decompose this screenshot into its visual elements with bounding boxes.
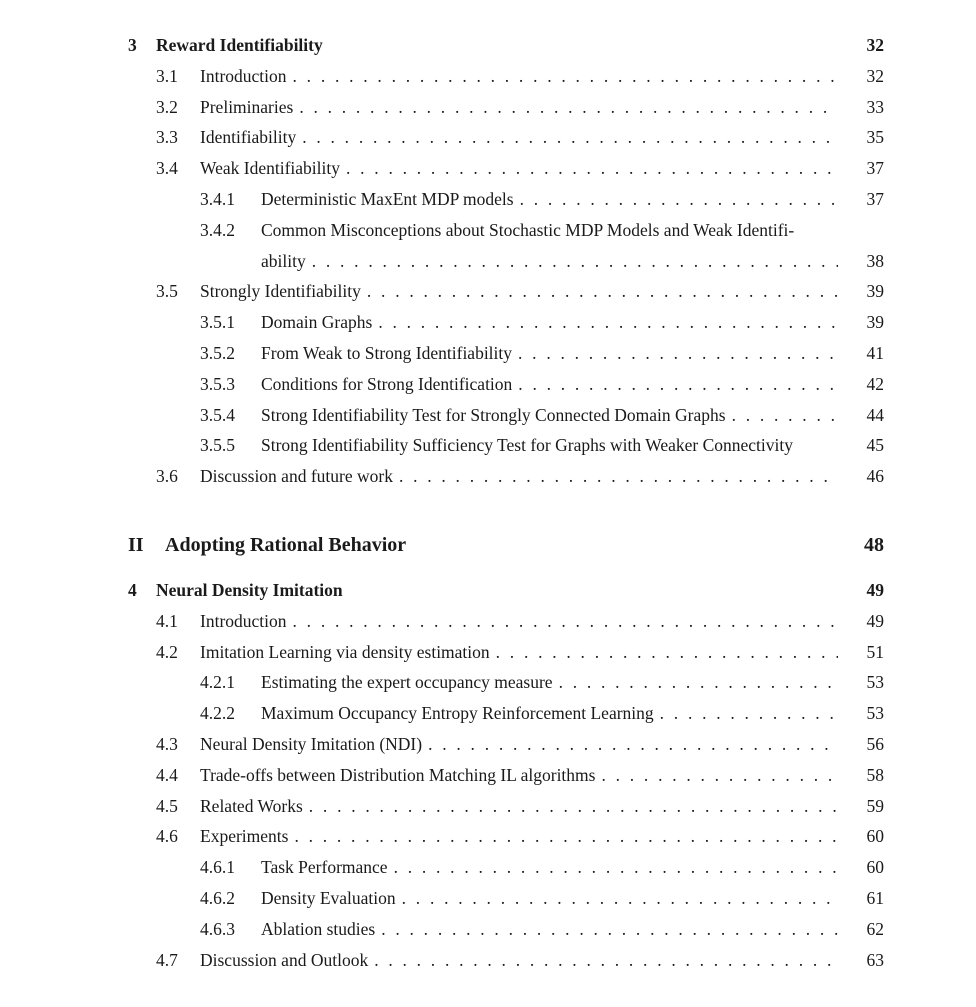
toc-entry-sub[interactable] (128, 369, 884, 400)
toc-entry-cont[interactable] (128, 246, 884, 277)
toc-entry-page: 39 (866, 281, 884, 302)
dot-leader (372, 307, 838, 338)
toc-entry-number: 3.4 (156, 158, 178, 179)
toc-entry-page: 44 (866, 404, 884, 425)
toc-entry-number: 3.1 (156, 65, 178, 86)
toc-entry-section[interactable] (128, 945, 884, 976)
toc-entry-number: 3.5.2 (200, 342, 235, 363)
toc-entry-number: 3.5.3 (200, 373, 235, 394)
toc-entry-chapter[interactable] (128, 30, 884, 61)
toc-entry-title: Task Performance (261, 857, 388, 878)
toc-entry-title: Imitation Learning via density estimation (200, 641, 490, 662)
dot-leader (287, 606, 838, 637)
toc-entry-page: 61 (866, 887, 884, 908)
toc-entry-title: Introduction (200, 65, 287, 86)
dot-leader (303, 791, 838, 822)
toc-entry-title: Adopting Rational Behavior (165, 533, 407, 556)
toc-entry-sub[interactable] (128, 883, 884, 914)
toc-entry-title: Identifiability (200, 127, 297, 148)
toc-entry-section[interactable] (128, 606, 884, 637)
toc-entry-sub[interactable] (128, 852, 884, 883)
toc-entry-sub[interactable] (128, 184, 884, 215)
toc-entry-page: 38 (866, 250, 884, 271)
toc-entry-number: 4.2.1 (200, 672, 235, 693)
table-of-contents (128, 30, 884, 975)
toc-entry-number: 3.4.1 (200, 188, 235, 209)
toc-entry-number: 4.6 (156, 826, 178, 847)
dot-leader (340, 153, 838, 184)
toc-entry-part[interactable] (128, 525, 884, 565)
dot-leader (512, 338, 838, 369)
toc-entry-number: 3.2 (156, 96, 178, 117)
toc-entry-title: Discussion and future work (200, 466, 393, 487)
dot-leader (296, 122, 838, 153)
toc-entry-number: 4.2 (156, 641, 178, 662)
toc-entry-section[interactable] (128, 821, 884, 852)
toc-entry-section[interactable] (128, 461, 884, 492)
toc-entry-page: 59 (866, 795, 884, 816)
toc-entry-page: 46 (866, 466, 884, 487)
dot-leader (396, 883, 838, 914)
dot-leader (288, 821, 838, 852)
toc-entry-sub[interactable] (128, 400, 884, 431)
toc-entry-number: 4.6.3 (200, 918, 235, 939)
toc-entry-title: Reward Identifiability (156, 35, 323, 55)
dot-leader (368, 945, 838, 976)
toc-entry-number: 3 (128, 35, 137, 55)
toc-entry-title: Introduction (200, 610, 287, 631)
toc-entry-number: 4.1 (156, 610, 178, 631)
toc-entry-title: Weak Identifiability (200, 158, 340, 179)
toc-entry-page: 45 (866, 435, 884, 456)
toc-entry-page: 35 (866, 127, 884, 148)
toc-entry-page: 32 (866, 65, 884, 86)
toc-entry-title: Strongly Identifiability (200, 281, 361, 302)
toc-entry-page: 62 (866, 918, 884, 939)
toc-entry-number: 4.6.2 (200, 887, 235, 908)
dot-leader (361, 276, 838, 307)
toc-entry-page: 42 (866, 373, 884, 394)
toc-entry-chapter[interactable] (128, 575, 884, 606)
toc-entry-title: Strong Identifiability Sufficiency Test for Graphs with Weaker Connectivity (261, 435, 793, 456)
toc-entry-sub[interactable] (128, 307, 884, 338)
dot-leader (388, 852, 838, 883)
toc-entry-number: 3.5.4 (200, 404, 235, 425)
toc-entry-section[interactable] (128, 791, 884, 822)
toc-entry-section[interactable] (128, 61, 884, 92)
toc-entry-section[interactable] (128, 122, 884, 153)
toc-entry-title: Common Misconceptions about Stochastic MDP Models and Weak Identifi- (261, 219, 795, 240)
toc-entry-number: 4.4 (156, 764, 178, 785)
toc-entry-number: 3.5 (156, 281, 178, 302)
toc-entry-number: 4.6.1 (200, 857, 235, 878)
dot-leader (726, 400, 838, 431)
toc-entry-title: Trade-offs between Distribution Matching IL algorithms (200, 764, 596, 785)
toc-entry-page: 41 (866, 342, 884, 363)
dot-leader (553, 667, 838, 698)
toc-entry-sub[interactable] (128, 338, 884, 369)
toc-entry-title: Domain Graphs (261, 312, 373, 333)
toc-entry-title: Neural Density Imitation (NDI) (200, 733, 423, 754)
toc-entry-page: 53 (866, 672, 884, 693)
dot-leader (375, 914, 838, 945)
toc-entry-title: From Weak to Strong Identifiability (261, 342, 513, 363)
toc-entry-page: 48 (864, 533, 884, 556)
toc-entry-number: 4.5 (156, 795, 178, 816)
dot-leader (393, 461, 838, 492)
toc-entry-sub[interactable] (128, 698, 884, 729)
dot-leader (512, 369, 838, 400)
toc-entry-title: Experiments (200, 826, 289, 847)
toc-entry-title: Conditions for Strong Identification (261, 373, 513, 394)
toc-entry-sub[interactable] (128, 430, 884, 461)
toc-entry-title: Estimating the expert occupancy measure (261, 672, 553, 693)
toc-entry-section[interactable] (128, 637, 884, 668)
toc-entry-title: Density Evaluation (261, 887, 396, 908)
dot-leader (490, 637, 838, 668)
toc-entry-sub[interactable] (128, 667, 884, 698)
toc-entry-page: 37 (866, 158, 884, 179)
toc-entry-number: 4.7 (156, 949, 178, 970)
toc-entry-section[interactable] (128, 153, 884, 184)
dot-leader (422, 729, 838, 760)
toc-entry-number: 3.5.1 (200, 312, 235, 333)
toc-entry-section[interactable] (128, 760, 884, 791)
toc-entry-title: Neural Density Imitation (156, 579, 343, 600)
dot-leader (306, 246, 838, 277)
toc-entry-page: 49 (866, 610, 884, 631)
toc-entry-page: 33 (866, 96, 884, 117)
toc-entry-page: 37 (866, 188, 884, 209)
toc-entry-section[interactable] (128, 276, 884, 307)
toc-entry-number: 3.3 (156, 127, 178, 148)
toc-entry-number: II (128, 533, 144, 556)
toc-entry-page: 39 (866, 312, 884, 333)
toc-entry-title: Ablation studies (261, 918, 376, 939)
toc-entry-title: Related Works (200, 795, 303, 816)
toc-entry-number: 4 (128, 579, 137, 600)
toc-entry-number: 3.6 (156, 466, 178, 487)
toc-entry-page: 63 (866, 949, 884, 970)
toc-entry-number: 3.4.2 (200, 219, 235, 240)
toc-entry-sub[interactable] (128, 914, 884, 945)
toc-entry-page: 51 (866, 641, 884, 662)
toc-entry-title: Maximum Occupancy Entropy Reinforcement Learning (261, 703, 654, 724)
toc-entry-page: 32 (866, 35, 884, 55)
toc-entry-page: 60 (866, 857, 884, 878)
toc-entry-sub[interactable] (128, 215, 884, 246)
dot-leader (654, 698, 838, 729)
toc-entry-title: Deterministic MaxEnt MDP models (261, 188, 514, 209)
toc-entry-page: 49 (866, 579, 884, 600)
toc-entry-title: Strong Identifiability Test for Strongly Connected Domain Graphs (261, 404, 726, 425)
toc-entry-number: 4.3 (156, 733, 178, 754)
toc-entry-title: Preliminaries (200, 96, 294, 117)
toc-entry-section[interactable] (128, 92, 884, 123)
toc-entry-title: Discussion and Outlook (200, 949, 369, 970)
toc-entry-section[interactable] (128, 729, 884, 760)
toc-entry-number: 3.5.5 (200, 435, 235, 456)
dot-leader (595, 760, 838, 791)
toc-entry-title: ability (261, 250, 306, 271)
dot-leader (287, 61, 838, 92)
toc-entry-page: 53 (866, 703, 884, 724)
dot-leader (293, 92, 838, 123)
toc-entry-page: 58 (866, 764, 884, 785)
toc-entry-page: 60 (866, 826, 884, 847)
dot-leader (514, 184, 838, 215)
toc-entry-number: 4.2.2 (200, 703, 235, 724)
toc-entry-page: 56 (866, 733, 884, 754)
